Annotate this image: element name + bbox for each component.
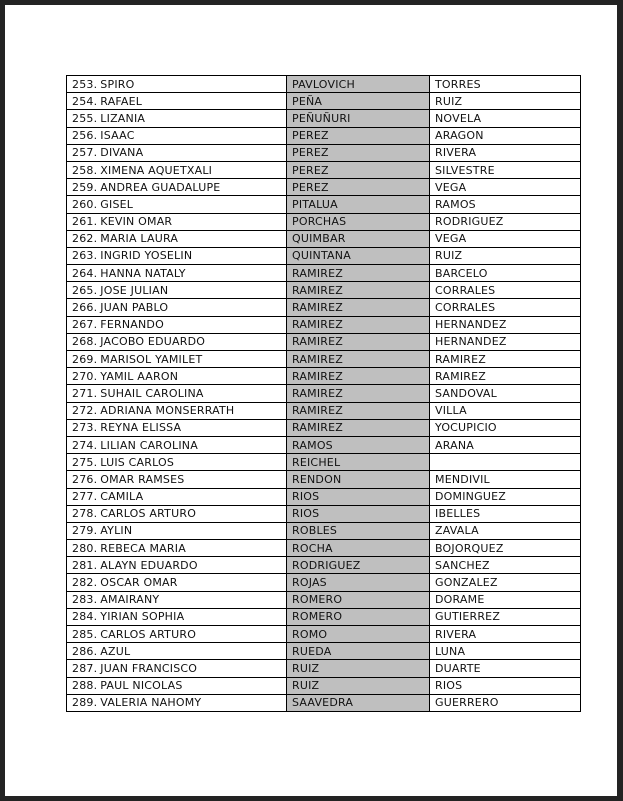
- maternal-surname: SANCHEZ: [435, 558, 490, 572]
- row-number: 259.: [72, 180, 98, 194]
- table-row: [67, 694, 581, 711]
- row-number: 280.: [72, 541, 98, 555]
- maternal-surname-cell: [430, 299, 581, 316]
- maternal-surname: MENDIVIL: [435, 472, 490, 486]
- maternal-surname: VILLA: [435, 404, 467, 418]
- given-name: YIRIAN SOPHIA: [100, 610, 185, 624]
- document-page: [5, 5, 617, 796]
- maternal-surname-cell: [430, 368, 581, 385]
- row-number: 274.: [72, 438, 98, 452]
- given-name: OMAR RAMSES: [100, 472, 185, 486]
- paternal-surname: ROMERO: [292, 610, 343, 624]
- given-name: ADRIANA MONSERRATH: [100, 404, 235, 418]
- given-name: CARLOS ARTURO: [100, 507, 197, 521]
- paternal-surname: RAMIREZ: [292, 318, 343, 332]
- given-name: LILIAN CAROLINA: [100, 438, 198, 452]
- row-number: 261.: [72, 215, 98, 229]
- paternal-surname-cell: [287, 471, 430, 488]
- given-name-cell: [67, 454, 287, 471]
- row-number: 267.: [72, 318, 98, 332]
- given-name-cell: [67, 368, 287, 385]
- paternal-surname: PEÑA: [292, 94, 323, 108]
- row-number: 272.: [72, 404, 98, 418]
- given-name-cell: [67, 557, 287, 574]
- maternal-surname-cell: [430, 574, 581, 591]
- given-name-cell: [67, 230, 287, 247]
- table-row: [67, 316, 581, 333]
- given-name: AYLIN: [100, 524, 133, 538]
- row-number: 279.: [72, 524, 98, 538]
- table-row: [67, 677, 581, 694]
- given-name-cell: [67, 213, 287, 230]
- maternal-surname-cell: [430, 436, 581, 453]
- table-row: [67, 574, 581, 591]
- paternal-surname-cell: [287, 505, 430, 522]
- maternal-surname-cell: [430, 76, 581, 93]
- paternal-surname-cell: [287, 402, 430, 419]
- maternal-surname: ARANA: [435, 438, 475, 452]
- given-name: HANNA NATALY: [100, 266, 186, 280]
- row-number: 275.: [72, 455, 98, 469]
- given-name-cell: [67, 488, 287, 505]
- paternal-surname-cell: [287, 488, 430, 505]
- paternal-surname-cell: [287, 368, 430, 385]
- maternal-surname: HERNANDEZ: [435, 335, 507, 349]
- maternal-surname: ZAVALA: [435, 524, 479, 538]
- paternal-surname: RODRIGUEZ: [292, 558, 361, 572]
- paternal-surname-cell: [287, 608, 430, 625]
- maternal-surname-cell: [430, 282, 581, 299]
- table-row: [67, 110, 581, 127]
- paternal-surname: PORCHAS: [292, 215, 347, 229]
- given-name-cell: [67, 265, 287, 282]
- row-number: 288.: [72, 679, 98, 693]
- row-number: 268.: [72, 335, 98, 349]
- paternal-surname-cell: [287, 127, 430, 144]
- paternal-surname: PEÑUÑURI: [292, 111, 351, 125]
- given-name: RAFAEL: [100, 94, 143, 108]
- given-name: CAMILA: [100, 490, 144, 504]
- given-name-cell: [67, 471, 287, 488]
- maternal-surname-cell: [430, 127, 581, 144]
- given-name-cell: [67, 505, 287, 522]
- row-number: 278.: [72, 507, 98, 521]
- maternal-surname: HERNANDEZ: [435, 318, 507, 332]
- row-number: 262.: [72, 232, 98, 246]
- maternal-surname-cell: [430, 247, 581, 264]
- table-row: [67, 454, 581, 471]
- row-number: 284.: [72, 610, 98, 624]
- row-number: 264.: [72, 266, 98, 280]
- table-row: [67, 76, 581, 93]
- given-name: FERNANDO: [100, 318, 164, 332]
- paternal-surname: RAMIREZ: [292, 283, 343, 297]
- given-name-cell: [67, 299, 287, 316]
- paternal-surname: QUIMBAR: [292, 232, 346, 246]
- given-name: JACOBO EDUARDO: [100, 335, 206, 349]
- paternal-surname: RAMIREZ: [292, 421, 343, 435]
- paternal-surname-cell: [287, 385, 430, 402]
- maternal-surname: DUARTE: [435, 661, 481, 675]
- table-row: [67, 522, 581, 539]
- given-name-cell: [67, 110, 287, 127]
- row-number: 285.: [72, 627, 98, 641]
- maternal-surname-cell: [430, 557, 581, 574]
- table-row: [67, 591, 581, 608]
- given-name-cell: [67, 333, 287, 350]
- maternal-surname-cell: [430, 454, 581, 471]
- given-name-cell: [67, 282, 287, 299]
- given-name-cell: [67, 419, 287, 436]
- maternal-surname: BARCELO: [435, 266, 488, 280]
- maternal-surname-cell: [430, 471, 581, 488]
- row-number: 283.: [72, 593, 98, 607]
- given-name: PAUL NICOLAS: [100, 679, 183, 693]
- maternal-surname: SANDOVAL: [435, 386, 497, 400]
- table-row: [67, 505, 581, 522]
- maternal-surname-cell: [430, 643, 581, 660]
- table-row: [67, 230, 581, 247]
- paternal-surname-cell: [287, 316, 430, 333]
- paternal-surname-cell: [287, 161, 430, 178]
- given-name-cell: [67, 316, 287, 333]
- maternal-surname: GONZALEZ: [435, 576, 498, 590]
- maternal-surname-cell: [430, 144, 581, 161]
- table-row: [67, 436, 581, 453]
- maternal-surname: RIVERA: [435, 627, 477, 641]
- paternal-surname: RAMOS: [292, 438, 333, 452]
- paternal-surname: RUIZ: [292, 679, 320, 693]
- given-name-cell: [67, 196, 287, 213]
- given-name: JOSE JULIAN: [100, 283, 169, 297]
- table-row: [67, 660, 581, 677]
- given-name-cell: [67, 127, 287, 144]
- given-name: LIZANIA: [100, 111, 146, 125]
- maternal-surname: SILVESTRE: [435, 163, 495, 177]
- maternal-surname-cell: [430, 333, 581, 350]
- row-number: 255.: [72, 111, 98, 125]
- paternal-surname-cell: [287, 643, 430, 660]
- row-number: 263.: [72, 249, 98, 263]
- maternal-surname-cell: [430, 402, 581, 419]
- given-name: VALERIA NAHOMY: [100, 696, 202, 710]
- maternal-surname-cell: [430, 351, 581, 368]
- given-name-cell: [67, 402, 287, 419]
- maternal-surname: RAMIREZ: [435, 369, 486, 383]
- paternal-surname-cell: [287, 694, 430, 711]
- given-name-cell: [67, 591, 287, 608]
- maternal-surname: GUERRERO: [435, 696, 499, 710]
- paternal-surname-cell: [287, 574, 430, 591]
- maternal-surname: ARAGON: [435, 129, 484, 143]
- maternal-surname: RIOS: [435, 679, 463, 693]
- given-name: OSCAR OMAR: [100, 576, 178, 590]
- table-row: [67, 419, 581, 436]
- paternal-surname-cell: [287, 419, 430, 436]
- maternal-surname: CORRALES: [435, 301, 496, 315]
- given-name: MARISOL YAMILET: [100, 352, 203, 366]
- maternal-surname-cell: [430, 161, 581, 178]
- maternal-surname: NOVELA: [435, 111, 482, 125]
- given-name: CARLOS ARTURO: [100, 627, 197, 641]
- given-name-cell: [67, 643, 287, 660]
- paternal-surname-cell: [287, 299, 430, 316]
- row-number: 282.: [72, 576, 98, 590]
- maternal-surname: GUTIERREZ: [435, 610, 501, 624]
- table-row: [67, 179, 581, 196]
- paternal-surname: ROMO: [292, 627, 328, 641]
- given-name: AMAIRANY: [100, 593, 160, 607]
- maternal-surname-cell: [430, 265, 581, 282]
- given-name-cell: [67, 161, 287, 178]
- maternal-surname-cell: [430, 488, 581, 505]
- row-number: 286.: [72, 644, 98, 658]
- paternal-surname: REICHEL: [292, 455, 341, 469]
- given-name: YAMIL AARON: [100, 369, 179, 383]
- paternal-surname-cell: [287, 93, 430, 110]
- given-name: SUHAIL CAROLINA: [100, 386, 204, 400]
- paternal-surname: RAMIREZ: [292, 301, 343, 315]
- table-row: [67, 247, 581, 264]
- given-name: REBECA MARIA: [100, 541, 186, 555]
- given-name: REYNA ELISSA: [100, 421, 182, 435]
- given-name-cell: [67, 574, 287, 591]
- row-number: 273.: [72, 421, 98, 435]
- maternal-surname: BOJORQUEZ: [435, 541, 504, 555]
- row-number: 269.: [72, 352, 98, 366]
- given-name-cell: [67, 179, 287, 196]
- table-row: [67, 93, 581, 110]
- row-number: 266.: [72, 301, 98, 315]
- maternal-surname: DOMINGUEZ: [435, 490, 506, 504]
- table-row: [67, 161, 581, 178]
- table-row: [67, 643, 581, 660]
- table-row: [67, 333, 581, 350]
- row-number: 277.: [72, 490, 98, 504]
- maternal-surname: YOCUPICIO: [435, 421, 497, 435]
- row-number: 257.: [72, 146, 98, 160]
- table-row: [67, 540, 581, 557]
- given-name-cell: [67, 76, 287, 93]
- given-name-cell: [67, 626, 287, 643]
- maternal-surname-cell: [430, 522, 581, 539]
- row-number: 289.: [72, 696, 98, 710]
- table-row: [67, 557, 581, 574]
- paternal-surname: PEREZ: [292, 129, 329, 143]
- table-row: [67, 144, 581, 161]
- paternal-surname: RAMIREZ: [292, 266, 343, 280]
- paternal-surname-cell: [287, 333, 430, 350]
- maternal-surname-cell: [430, 110, 581, 127]
- maternal-surname-cell: [430, 93, 581, 110]
- given-name: AZUL: [100, 644, 131, 658]
- row-number: 256.: [72, 129, 98, 143]
- given-name: ANDREA GUADALUPE: [100, 180, 221, 194]
- row-number: 254.: [72, 94, 98, 108]
- given-name-cell: [67, 694, 287, 711]
- paternal-surname-cell: [287, 179, 430, 196]
- table-row: [67, 488, 581, 505]
- given-name: GISEL: [100, 197, 134, 211]
- paternal-surname-cell: [287, 540, 430, 557]
- given-name-cell: [67, 247, 287, 264]
- maternal-surname: RODRIGUEZ: [435, 215, 504, 229]
- table-row: [67, 265, 581, 282]
- maternal-surname-cell: [430, 694, 581, 711]
- row-number: 258.: [72, 163, 98, 177]
- maternal-surname-cell: [430, 677, 581, 694]
- maternal-surname: DORAME: [435, 593, 485, 607]
- table-row: [67, 608, 581, 625]
- row-number: 287.: [72, 661, 98, 675]
- maternal-surname: TORRES: [435, 77, 481, 91]
- row-number: 260.: [72, 197, 98, 211]
- maternal-surname-cell: [430, 540, 581, 557]
- paternal-surname-cell: [287, 626, 430, 643]
- maternal-surname: CORRALES: [435, 283, 496, 297]
- given-name-cell: [67, 385, 287, 402]
- table-row: [67, 196, 581, 213]
- maternal-surname-cell: [430, 591, 581, 608]
- row-number: 276.: [72, 472, 98, 486]
- paternal-surname: ROMERO: [292, 593, 343, 607]
- paternal-surname-cell: [287, 76, 430, 93]
- given-name-cell: [67, 144, 287, 161]
- maternal-surname: RAMOS: [435, 197, 476, 211]
- maternal-surname-cell: [430, 196, 581, 213]
- paternal-surname-cell: [287, 265, 430, 282]
- paternal-surname-cell: [287, 213, 430, 230]
- table-row: [67, 282, 581, 299]
- row-number: 265.: [72, 283, 98, 297]
- maternal-surname: VEGA: [435, 232, 467, 246]
- given-name: DIVANA: [100, 146, 144, 160]
- paternal-surname: RAMIREZ: [292, 386, 343, 400]
- given-name: LUIS CARLOS: [100, 455, 175, 469]
- maternal-surname-cell: [430, 179, 581, 196]
- paternal-surname: RAMIREZ: [292, 369, 343, 383]
- maternal-surname-cell: [430, 660, 581, 677]
- maternal-surname: RUIZ: [435, 249, 463, 263]
- paternal-surname-cell: [287, 230, 430, 247]
- given-name: KEVIN OMAR: [100, 215, 173, 229]
- row-number: 270.: [72, 369, 98, 383]
- given-name: SPIRO: [100, 77, 135, 91]
- paternal-surname-cell: [287, 660, 430, 677]
- paternal-surname: QUINTANA: [292, 249, 351, 263]
- table-row: [67, 299, 581, 316]
- given-name-cell: [67, 522, 287, 539]
- paternal-surname-cell: [287, 677, 430, 694]
- table-row: [67, 626, 581, 643]
- given-name: JUAN FRANCISCO: [100, 661, 198, 675]
- paternal-surname: ROJAS: [292, 576, 327, 590]
- maternal-surname-cell: [430, 230, 581, 247]
- table-row: [67, 127, 581, 144]
- table-row: [67, 351, 581, 368]
- paternal-surname: RAMIREZ: [292, 404, 343, 418]
- table-row: [67, 471, 581, 488]
- paternal-surname: PITALUA: [292, 197, 338, 211]
- maternal-surname: RUIZ: [435, 94, 463, 108]
- table-row: [67, 385, 581, 402]
- maternal-surname: RAMIREZ: [435, 352, 486, 366]
- maternal-surname-cell: [430, 316, 581, 333]
- maternal-surname: VEGA: [435, 180, 467, 194]
- paternal-surname: PEREZ: [292, 180, 329, 194]
- maternal-surname-cell: [430, 419, 581, 436]
- paternal-surname: PAVLOVICH: [292, 77, 355, 91]
- paternal-surname: RENDON: [292, 472, 342, 486]
- maternal-surname-cell: [430, 213, 581, 230]
- paternal-surname: RIOS: [292, 507, 320, 521]
- paternal-surname-cell: [287, 454, 430, 471]
- paternal-surname-cell: [287, 110, 430, 127]
- given-name-cell: [67, 677, 287, 694]
- given-name-cell: [67, 608, 287, 625]
- paternal-surname: ROCHA: [292, 541, 333, 555]
- paternal-surname-cell: [287, 351, 430, 368]
- paternal-surname-cell: [287, 144, 430, 161]
- maternal-surname: IBELLES: [435, 507, 481, 521]
- maternal-surname-cell: [430, 608, 581, 625]
- given-name: MARIA LAURA: [100, 232, 179, 246]
- paternal-surname: ROBLES: [292, 524, 338, 538]
- paternal-surname: RIOS: [292, 490, 320, 504]
- given-name: INGRID YOSELIN: [100, 249, 193, 263]
- maternal-surname: LUNA: [435, 644, 466, 658]
- given-name-cell: [67, 93, 287, 110]
- paternal-surname: RAMIREZ: [292, 352, 343, 366]
- paternal-surname-cell: [287, 282, 430, 299]
- given-name: ALAYN EDUARDO: [100, 558, 198, 572]
- row-number: 271.: [72, 386, 98, 400]
- paternal-surname-cell: [287, 436, 430, 453]
- paternal-surname: RAMIREZ: [292, 335, 343, 349]
- name-roster-table: [66, 75, 581, 712]
- table-row: [67, 368, 581, 385]
- given-name-cell: [67, 436, 287, 453]
- paternal-surname: RUEDA: [292, 644, 332, 658]
- given-name: JUAN PABLO: [100, 301, 169, 315]
- table-row: [67, 402, 581, 419]
- paternal-surname: PEREZ: [292, 163, 329, 177]
- row-number: 281.: [72, 558, 98, 572]
- paternal-surname-cell: [287, 557, 430, 574]
- row-number: 253.: [72, 77, 98, 91]
- paternal-surname-cell: [287, 247, 430, 264]
- paternal-surname-cell: [287, 522, 430, 539]
- given-name: ISAAC: [100, 129, 135, 143]
- table-row: [67, 213, 581, 230]
- paternal-surname: RUIZ: [292, 661, 320, 675]
- given-name-cell: [67, 660, 287, 677]
- paternal-surname: SAAVEDRA: [292, 696, 354, 710]
- roster-body: [67, 76, 581, 712]
- given-name: XIMENA AQUETXALI: [100, 163, 213, 177]
- maternal-surname-cell: [430, 626, 581, 643]
- given-name-cell: [67, 351, 287, 368]
- paternal-surname-cell: [287, 196, 430, 213]
- maternal-surname: RIVERA: [435, 146, 477, 160]
- paternal-surname-cell: [287, 591, 430, 608]
- maternal-surname-cell: [430, 385, 581, 402]
- paternal-surname: PEREZ: [292, 146, 329, 160]
- maternal-surname-cell: [430, 505, 581, 522]
- given-name-cell: [67, 540, 287, 557]
